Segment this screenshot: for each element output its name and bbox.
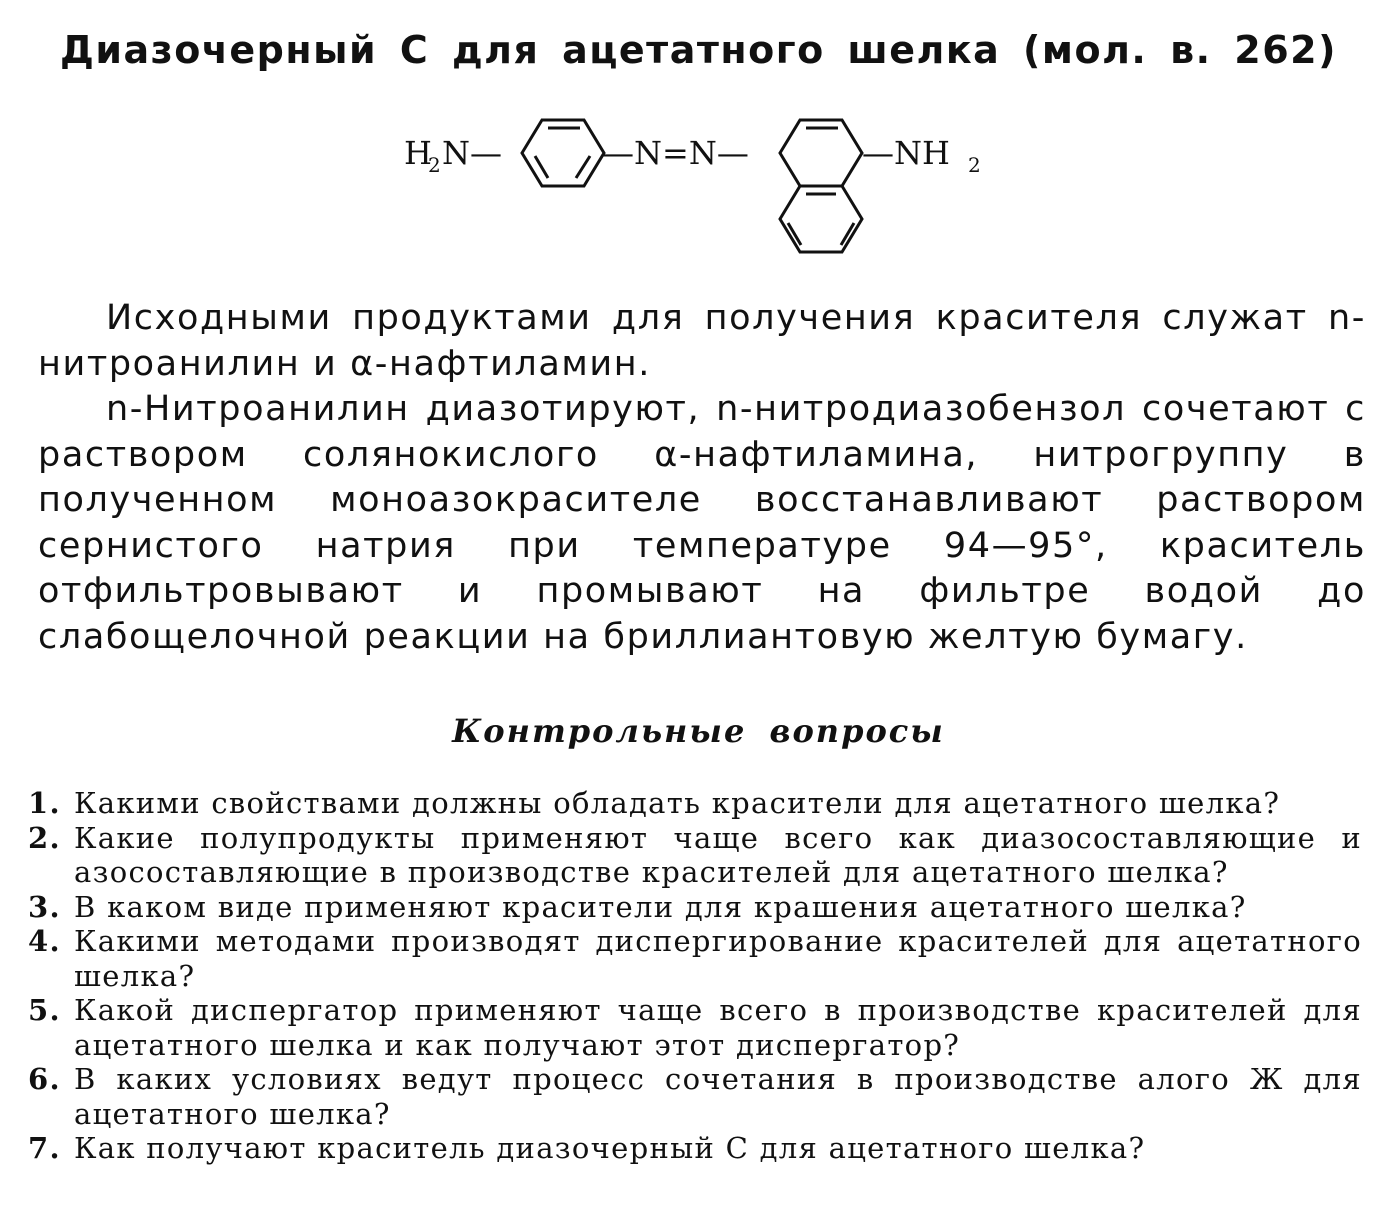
list-item: [28, 786, 1362, 821]
question-number: 6.: [28, 1062, 61, 1096]
formula-left-n: N—: [442, 134, 502, 172]
paragraph-2: n-Нитроанилин диазотируют, n-нитродиазобензол сочетают с раствором солянокислого α-нафтиламина, нитрогруппу в полученном моноазокрасителе восстанавливают раствором сернистого натрия при температуре 94—95°, краситель отфильтровывают и промывают на фильтре водой до слабощелочной реакции на бриллиантовую желтую бумагу.: [38, 389, 1366, 657]
question-number: 3.: [28, 889, 61, 924]
chemical-structure: [390, 108, 1030, 278]
question-text: Какими свойствами должны обладать красители для ацетатного шелка?: [74, 786, 1281, 820]
questions-heading: Контрольные вопросы: [452, 712, 945, 750]
naphthalene-lower-ring: [780, 186, 862, 252]
question-number: 2.: [28, 820, 61, 855]
question-text: Какой диспергатор применяют чаще всего в производстве красителей для ацетатного шелка и как получают этот диспергатор?: [74, 993, 1362, 1062]
formula-azo: —N=N—: [602, 134, 749, 172]
question-text: Какие полупродукты применяют чаще всего как диазосоставляющие и азосоставляющие в производстве красителей для ацетатного шелка?: [74, 820, 1362, 889]
benzene-ring: [522, 120, 604, 186]
formula-left-sub: 2: [428, 153, 441, 177]
question-number: 1.: [28, 786, 61, 820]
naphthalene-rings: [780, 120, 862, 252]
benzene-hexagon: [522, 120, 604, 186]
body-text: [38, 296, 1366, 660]
benzene-double-bond-2: [576, 156, 590, 178]
structure-diagram: [390, 108, 1030, 278]
question-text: Как получают краситель диазочерный С для ацетатного шелка?: [74, 1131, 1146, 1165]
list-item: [28, 890, 1362, 925]
list-item: [28, 924, 1362, 993]
formula-right-sub: 2: [968, 153, 981, 177]
question-text: Какими методами производят диспергирование красителей для ацетатного шелка?: [74, 924, 1362, 993]
list-item: [28, 821, 1362, 890]
page-title: Диазочерный С для ацетатного шелка (мол. в. 262): [60, 28, 1337, 72]
paragraph-1: Исходными продуктами для получения красителя служат n-нитроанилин и α-нафтиламин.: [38, 298, 1366, 384]
question-text: В каких условиях ведут процесс сочетания в производстве алого Ж для ацетатного шелка?: [74, 1062, 1362, 1131]
benzene-double-bond-3: [535, 156, 548, 178]
question-number: 4.: [28, 924, 61, 958]
questions-list: [28, 786, 1362, 1166]
question-text: В каком виде применяют красители для крашения ацетатного шелка?: [74, 889, 1247, 924]
formula-right-nh: —NH: [862, 134, 950, 172]
formula-left-h: H: [404, 134, 432, 172]
naphthalene-upper-ring: [780, 120, 862, 186]
list-item: [28, 1062, 1362, 1131]
question-number: 5.: [28, 993, 61, 1027]
question-number: 7.: [28, 1131, 61, 1165]
list-item: [28, 993, 1362, 1062]
list-item: [28, 1131, 1362, 1166]
